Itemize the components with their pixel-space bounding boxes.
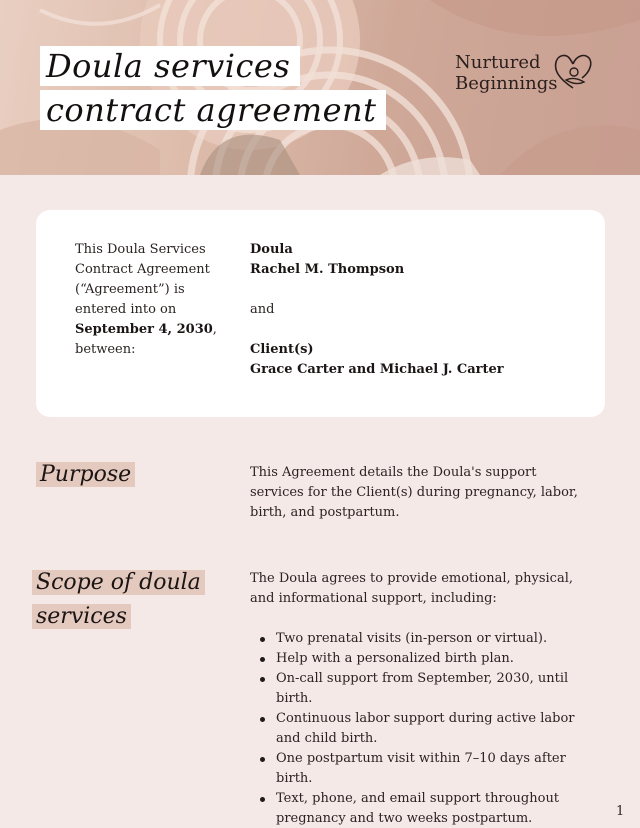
scope-heading-line-1: Scope of doula — [32, 570, 205, 595]
agreement-intro — [75, 240, 235, 360]
client-label: Client(s) — [250, 342, 314, 357]
scope-list — [250, 629, 580, 828]
list-item: Two prenatal visits (in-person or virtual). — [250, 629, 580, 649]
scope-heading — [32, 566, 205, 634]
parties-list — [250, 240, 570, 380]
scope-heading-line-2: services — [32, 604, 131, 629]
intro-line: entered into on — [75, 302, 177, 317]
page-number: 1 — [616, 804, 625, 819]
and-text: and — [250, 302, 275, 317]
agreement-date: September 4, 2030 — [75, 322, 213, 337]
brand-line-1: Nurtured — [455, 52, 541, 73]
list-item: Help with a personalized birth plan. — [250, 649, 580, 669]
client-names: Grace Carter and Michael J. Carter — [250, 362, 504, 377]
doula-label: Doula — [250, 242, 293, 257]
list-item: On-call support from September, 2030, until birth. — [250, 669, 580, 709]
intro-line: This Doula Services — [75, 242, 206, 257]
intro-line: between: — [75, 342, 136, 357]
header-banner — [0, 0, 640, 175]
list-item: Text, phone, and email support throughout pregnancy and two weeks postpartum. — [250, 789, 580, 828]
date-suffix: , — [212, 322, 217, 337]
document-title — [40, 46, 386, 134]
mother-baby-heart-icon — [552, 50, 594, 92]
brand-line-2: Beginnings — [455, 73, 558, 94]
intro-date-line — [75, 320, 235, 340]
intro-line: Contract Agreement — [75, 262, 210, 277]
purpose-heading-text: Purpose — [36, 462, 135, 487]
brand-logo-text — [455, 52, 557, 94]
list-item: One postpartum visit within 7–10 days after birth. — [250, 749, 580, 789]
title-line-2: contract agreement — [40, 90, 386, 130]
purpose-body: This Agreement details the Doula's support services for the Client(s) during pregnancy, labor, birth, and postpartum. — [250, 465, 578, 520]
doula-name: Rachel M. Thompson — [250, 262, 405, 277]
intro-line: (“Agreement”) is — [75, 282, 185, 297]
scope-intro: The Doula agrees to provide emotional, physical, and informational support, including: — [250, 571, 573, 606]
title-line-1: Doula services — [40, 46, 300, 86]
scope-body — [250, 569, 580, 828]
list-item: Continuous labor support during active labor and child birth. — [250, 709, 580, 749]
purpose-heading — [36, 458, 135, 492]
